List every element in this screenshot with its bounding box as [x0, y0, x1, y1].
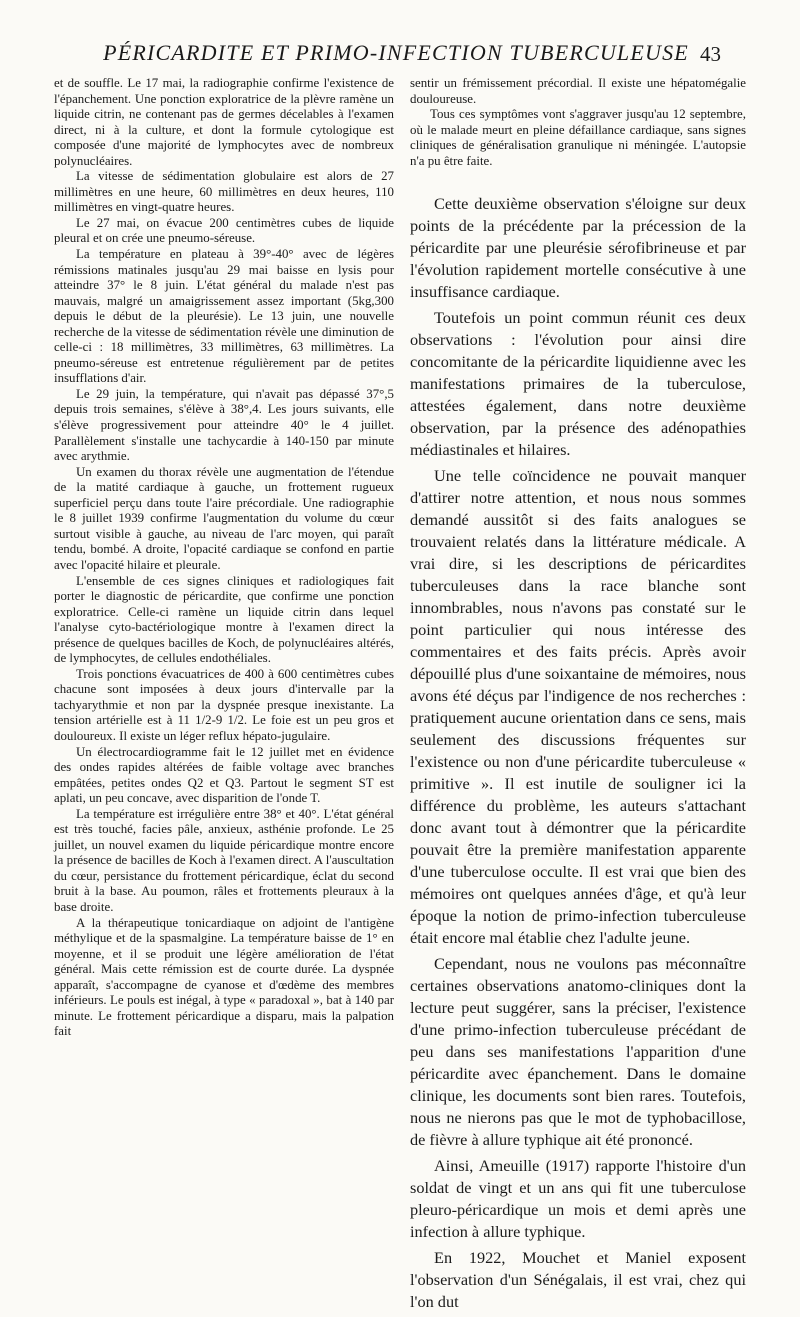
right-column: [410, 76, 746, 1317]
paragraph: L'ensemble de ces signes cliniques et radiologiques fait porter le diagnostic de péricardite, que confirme une ponction exploratrice. Celle-ci ramène un liquide citrin dans lequel l'analyse cyto-bactériologique montre à l'examen direct la présence de quelques bacilles de Koch, de polynucléaires altérés, de lymphocytes, de cellules endothéliales.: [54, 573, 394, 666]
paragraph: Un examen du thorax révèle une augmentation de l'étendue de la matité cardiaque à gauche, un frottement rugueux superficiel perçu dans toute l'aire précordiale. Une radiographie le 8 juillet 1939 confirme l'augmentation du volume du cœur surtout visible à gauche, au niveau de l'arc moyen, qui paraît tendu, bombé. A droite, l'opacité cardiaque se confond en partie avec l'opacité hilaire et pleurale.: [54, 464, 394, 572]
running-title: PÉRICARDITE ET PRIMO-INFECTION TUBERCULEUSE: [103, 40, 689, 65]
left-column: [54, 76, 394, 1040]
paragraph: La température en plateau à 39°-40° avec de légères rémissions matinales jusqu'au 29 mai baisse en lysis pour atteindre 37° le 8 juin. L'état général du malade n'est pas mauvais, malgré un amaigrissement assez important (5kg,300 depuis le début de la pleurésie). Le 13 juin, une nouvelle recherche de la vitesse de sédimentation révèle une diminution de celle-ci : 18 millimètres, 33 millimètres, 63 millimètres. La pneumo-séreuse est entretenue régulièrement par de petites insufflations d'air.: [54, 247, 394, 386]
paragraph: Ainsi, Ameuille (1917) rapporte l'histoire d'un soldat de vingt et un ans qui fit une tuberculose pleuro-péricardique un mois et demi après une infection à allure typhique.: [410, 1156, 746, 1242]
commentary: [410, 193, 746, 1313]
paragraph: Trois ponctions évacuatrices de 400 à 600 centimètres cubes chacune sont imposées à deux jours d'intervalle par la tachyarythmie et non par la dyspnée presque inexistante. La tension artérielle est à 11 1/2-9 1/2. Le foie est un peu gros et douloureux. Il existe un léger reflux hépato-jugulaire.: [54, 666, 394, 743]
paragraph: Le 29 juin, la température, qui n'avait pas dépassé 37°,5 depuis trois semaines, s'élève à 38°,4. Les jours suivants, elle s'élève progressivement pour atteindre 40° le 4 juillet. Parallèlement s'installe une tachycardie à 140-150 par minute avec arythmie.: [54, 386, 394, 464]
page-number: 43: [700, 42, 721, 66]
paragraph: sentir un frémissement précordial. Il existe une hépatomégalie douloureuse.: [410, 76, 746, 106]
paragraph: Cette deuxième observation s'éloigne sur deux points de la précédente par la précession de la péricardite par une pleurésie sérofibrineuse et par l'évolution rapidement mortelle consécutive à une insuffisance cardiaque.: [410, 194, 746, 302]
paragraph: et de souffle. Le 17 mai, la radiographie confirme l'existence de l'épanchement. Une ponction exploratrice de la plèvre ramène un liquide citrin, ne contenant pas de germes décelables à l'examen direct, ni à la culture, et dont la formule cytologique est composée d'une majorité de lymphocytes avec de nombreux polynucléaires.: [54, 76, 394, 168]
paragraph: Une telle coïncidence ne pouvait manquer d'attirer notre attention, et nous nous sommes demandé aussitôt si des faits analogues se trouvaient relatés dans la littérature médicale. A vrai dire, si les descriptions de péricardites tuberculeuses dans la race blanche sont innombrables, nous n'avons pas constaté sur le point particulier qui nous intéresse des commentaires et des faits précis. Après avoir dépouillé plus d'une soixantaine de mémoires, nous avons été déçus par l'indigence de nos recherches : pratiquement aucune orientation dans ce sens, mais seulement des discussions fréquentes sur l'existence ou non d'une péricardite tuberculeuse « primitive ». Il est inutile de souligner ici la différence du problème, les auteurs s'attachant donc avant tout à démontrer que la péricardite pouvait être la première manifestation apparente d'une tuberculose occulte. Il est vrai que bien des mémoires ont quelques années d'âge, et qu'à leur époque la notion de primo-infection tuberculeuse était encore mal établie chez l'adulte jeune.: [410, 466, 746, 948]
case-report-end: [410, 76, 746, 169]
paragraph: La température est irrégulière entre 38° et 40°. L'état général est très touché, facies pâle, anxieux, asthénie profonde. Le 25 juillet, un nouvel examen du liquide péricardique montre encore la présence de bacilles de Koch à l'examen direct. A l'auscultation du cœur, persistance du frottement péricardique, éclat du second bruit à la base. Au poumon, râles et frottements pleuraux à la base droite.: [54, 806, 394, 914]
paragraph: Tous ces symptômes vont s'aggraver jusqu'au 12 septembre, où le malade meurt en pleine défaillance cardiaque, sans signes cliniques de généralisation granulique ni méningée. L'autopsie n'a pu être faite.: [410, 107, 746, 168]
paragraph: En 1922, Mouchet et Maniel exposent l'observation d'un Sénégalais, il est vrai, chez qui l'on dut: [410, 1248, 746, 1312]
paragraph: A la thérapeutique tonicardiaque on adjoint de l'antigène méthylique et de la spasmalgine. La température baisse de 1° en moyenne, et il se produit une légère amélioration de l'état général. Mais cette rémission est de courte durée. La dyspnée apparaît, s'accompagne de cyanose et d'œdème des membres inférieurs. Le pouls est inégal, à type « paradoxal », bat à 140 par minute. Le frottement péricardique a disparu, mais la palpation fait: [54, 915, 394, 1039]
running-header: [0, 40, 800, 70]
paragraph: La vitesse de sédimentation globulaire est alors de 27 millimètres en une heure, 60 millimètres en deux heures, 110 millimètres en vingt-quatre heures.: [54, 169, 394, 215]
paragraph: Un électrocardiogramme fait le 12 juillet met en évidence des ondes rapides altérées de faible voltage avec branches empâtées, petites ondes Q2 et Q3. Partout le segment ST est aplati, un peu concave, avec disparition de l'onde T.: [54, 744, 394, 806]
paragraph: Toutefois un point commun réunit ces deux observations : l'évolution pour ainsi dire concomitante de la péricardite liquidienne avec les manifestations primaires de la tuberculose, attestées également, dans notre deuxième observation, par la présence des adénopathies médiastinales et hilaires.: [410, 308, 746, 460]
paragraph: Le 27 mai, on évacue 200 centimètres cubes de liquide pleural et on crée une pneumo-séreuse.: [54, 215, 394, 246]
paragraph: Cependant, nous ne voulons pas méconnaître certaines observations anatomo-cliniques dont la lecture peut suggérer, sans la préciser, l'existence d'une primo-infection tuberculeuse précédant de peu dans ses manifestations l'apparition d'une péricardite avec épanchement. Dans le domaine clinique, les documents sont bien rares. Toutefois, nous ne nierons pas que le mot de typhobacillose, de fièvre à allure typhique ait été prononcé.: [410, 954, 746, 1150]
